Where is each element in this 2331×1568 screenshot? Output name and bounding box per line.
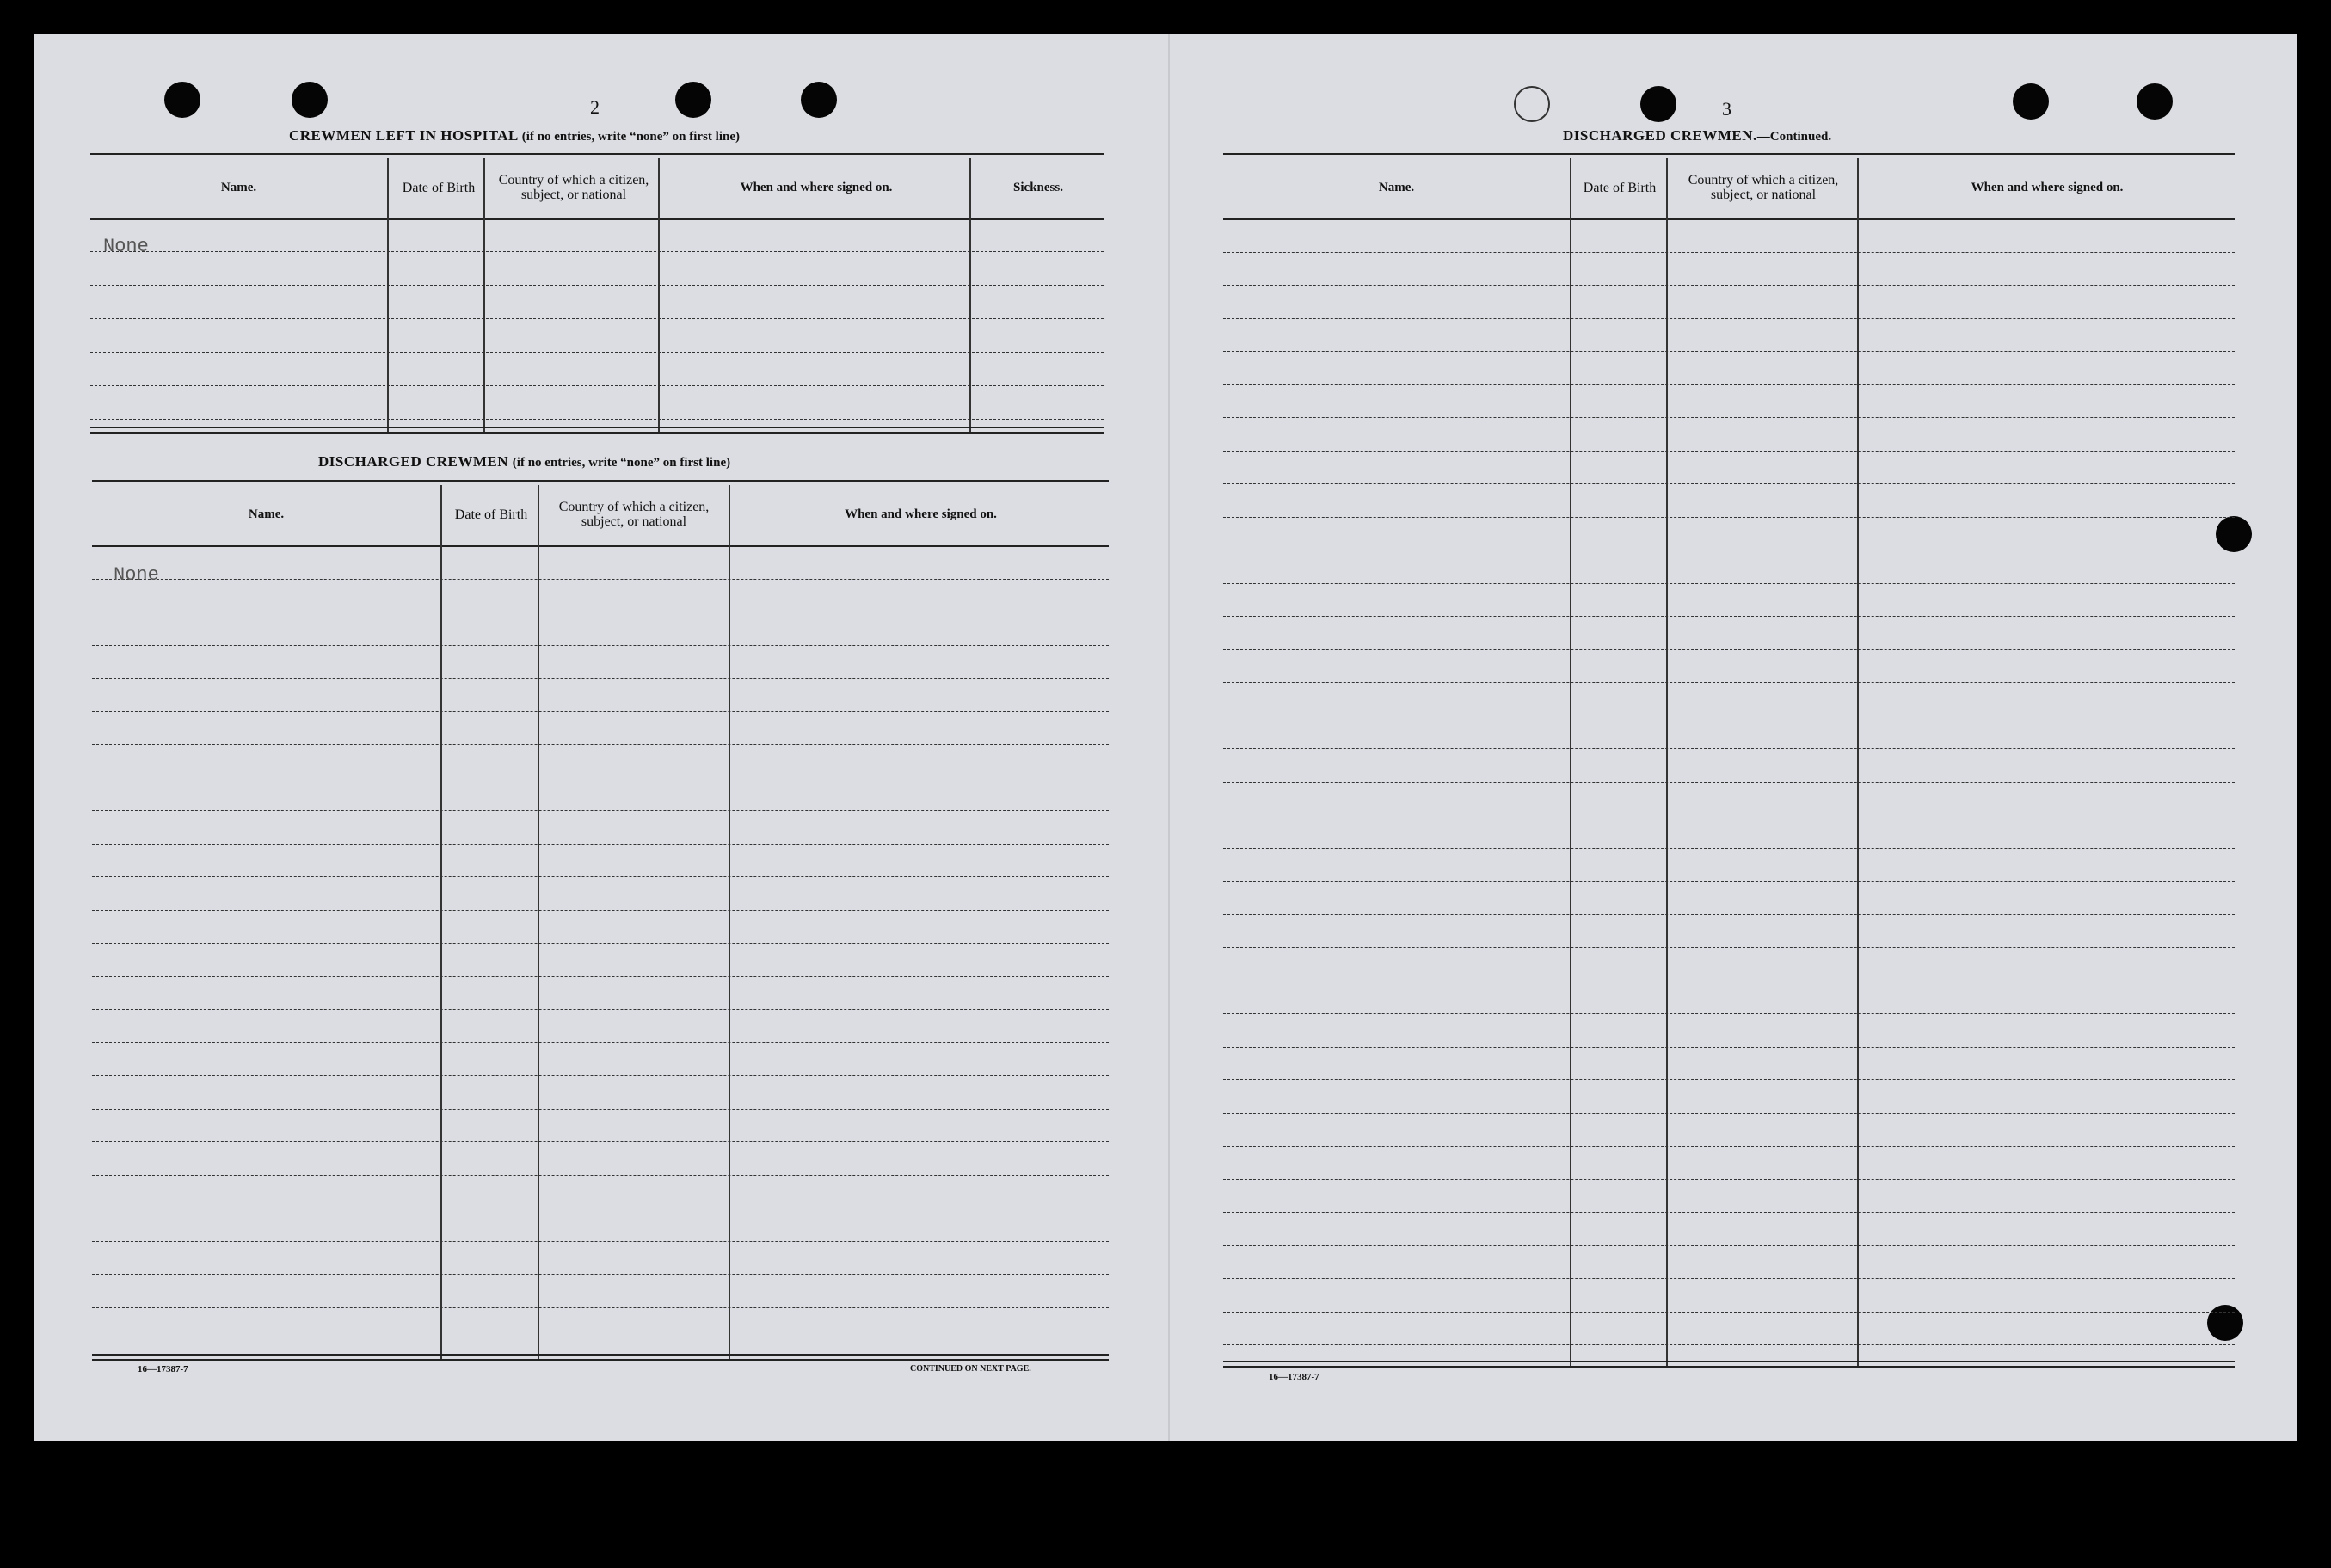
column-divider — [1666, 158, 1668, 1366]
table-rule — [90, 153, 1104, 155]
discharged-first-entry: None — [114, 564, 159, 586]
table-rule — [92, 480, 1109, 482]
column-header-country: Country of which a citizen, subject, or national — [1688, 173, 1839, 202]
table-row — [92, 744, 1109, 745]
discharged-section-title — [318, 453, 730, 470]
punch-hole — [1640, 86, 1676, 122]
table-row — [1223, 252, 2235, 253]
punch-hole — [801, 82, 837, 118]
table-row — [1223, 1278, 2235, 1279]
punch-hole — [164, 82, 200, 118]
hospital-table — [90, 153, 1104, 432]
discharged-continued-title — [1563, 127, 1831, 145]
table-row — [90, 251, 1104, 252]
column-divider — [658, 158, 660, 432]
table-rule — [90, 427, 1104, 428]
table-row — [1223, 782, 2235, 783]
page-number-right: 3 — [1722, 98, 1731, 120]
table-row — [1223, 417, 2235, 418]
table-row — [1223, 1212, 2235, 1213]
table-rule — [1223, 1361, 2235, 1362]
discharged-table-right — [1223, 153, 2235, 1366]
table-row — [92, 645, 1109, 646]
column-header-date-of-birth: Date of Birth — [454, 507, 528, 522]
table-row — [90, 318, 1104, 319]
column-header-name: Name. — [248, 507, 285, 522]
table-row — [1223, 451, 2235, 452]
continued-note: CONTINUED ON NEXT PAGE. — [910, 1364, 1031, 1374]
table-row — [92, 711, 1109, 712]
table-row — [1223, 616, 2235, 617]
table-row — [92, 1009, 1109, 1010]
column-header-name: Name. — [220, 181, 257, 195]
table-row — [1223, 1312, 2235, 1313]
table-row — [92, 1141, 1109, 1142]
table-header — [90, 158, 1104, 220]
center-fold — [1168, 34, 1170, 1441]
table-row — [1223, 947, 2235, 948]
column-header-country: Country of which a citizen, subject, or national — [558, 500, 710, 529]
discharged-continued-title-note: —Continued. — [1756, 130, 1832, 144]
column-divider — [440, 485, 442, 1359]
table-row — [1223, 748, 2235, 749]
column-header-signed-on: When and where signed on. — [1971, 181, 2124, 195]
punch-hole-outline — [1514, 86, 1550, 122]
punch-hole — [675, 82, 711, 118]
table-rule — [1223, 1366, 2235, 1368]
table-row — [1223, 1013, 2235, 1014]
column-header-signed-on: When and where signed on. — [845, 507, 997, 522]
hospital-first-entry: None — [103, 236, 149, 257]
table-rule — [90, 432, 1104, 434]
table-row — [1223, 914, 2235, 915]
column-header-signed-on: When and where signed on. — [740, 181, 893, 195]
table-row — [92, 1042, 1109, 1043]
hospital-title-note: (if no entries, write “none” on first line) — [521, 130, 740, 144]
table-row — [1223, 517, 2235, 518]
column-header-date-of-birth: Date of Birth — [1583, 180, 1657, 195]
column-divider — [483, 158, 485, 432]
table-row — [1223, 682, 2235, 683]
punch-hole — [2013, 83, 2049, 120]
table-row — [1223, 285, 2235, 286]
column-divider — [387, 158, 389, 432]
column-header-name: Name. — [1378, 181, 1415, 195]
table-row — [1223, 1179, 2235, 1180]
table-row — [1223, 649, 2235, 650]
table-row — [92, 1241, 1109, 1242]
table-row — [1223, 1146, 2235, 1147]
column-divider — [1570, 158, 1571, 1366]
table-row — [92, 1307, 1109, 1308]
table-row — [1223, 881, 2235, 882]
table-header — [92, 485, 1109, 547]
table-row — [92, 1274, 1109, 1275]
discharged-title-note: (if no entries, write “none” on first line) — [512, 456, 731, 470]
table-row — [92, 678, 1109, 679]
table-row — [1223, 583, 2235, 584]
form-number-right: 16—17387-7 — [1269, 1372, 1319, 1382]
table-header — [1223, 158, 2235, 220]
column-divider — [538, 485, 539, 1359]
table-rule — [92, 1354, 1109, 1356]
table-row — [92, 1109, 1109, 1110]
table-row — [92, 1075, 1109, 1076]
table-row — [1223, 483, 2235, 484]
table-rule — [1223, 153, 2235, 155]
table-row — [92, 976, 1109, 977]
hospital-title-main: CREWMEN LEFT IN HOSPITAL — [289, 127, 518, 144]
discharged-table-left — [92, 480, 1109, 1359]
column-header-sickness: Sickness. — [1013, 181, 1063, 195]
table-row — [1223, 848, 2235, 849]
table-row — [92, 943, 1109, 944]
table-row — [92, 876, 1109, 877]
form-number-left: 16—17387-7 — [138, 1364, 188, 1374]
table-rule — [92, 1359, 1109, 1361]
table-row — [90, 419, 1104, 420]
column-divider — [1857, 158, 1859, 1366]
table-row — [92, 579, 1109, 580]
hospital-section-title — [289, 127, 740, 145]
table-row — [1223, 318, 2235, 319]
table-row — [90, 352, 1104, 353]
column-header-country: Country of which a citizen, subject, or national — [498, 173, 649, 202]
punch-hole — [2137, 83, 2173, 120]
page-number-left: 2 — [590, 96, 600, 118]
discharged-title-main: DISCHARGED CREWMEN — [318, 453, 509, 470]
table-row — [90, 385, 1104, 386]
column-header-date-of-birth: Date of Birth — [402, 180, 476, 195]
column-divider — [729, 485, 730, 1359]
table-row — [1223, 384, 2235, 385]
discharged-continued-title-main: DISCHARGED CREWMEN. — [1563, 127, 1757, 144]
table-row — [1223, 1047, 2235, 1048]
table-row — [1223, 1245, 2235, 1246]
table-row — [1223, 1113, 2235, 1114]
column-divider — [969, 158, 971, 432]
table-row — [1223, 351, 2235, 352]
punch-hole — [292, 82, 328, 118]
table-row — [92, 810, 1109, 811]
table-row — [92, 910, 1109, 911]
table-row — [92, 1175, 1109, 1176]
table-row — [90, 285, 1104, 286]
table-row — [1223, 1079, 2235, 1080]
table-row — [1223, 1344, 2235, 1345]
table-row — [92, 844, 1109, 845]
